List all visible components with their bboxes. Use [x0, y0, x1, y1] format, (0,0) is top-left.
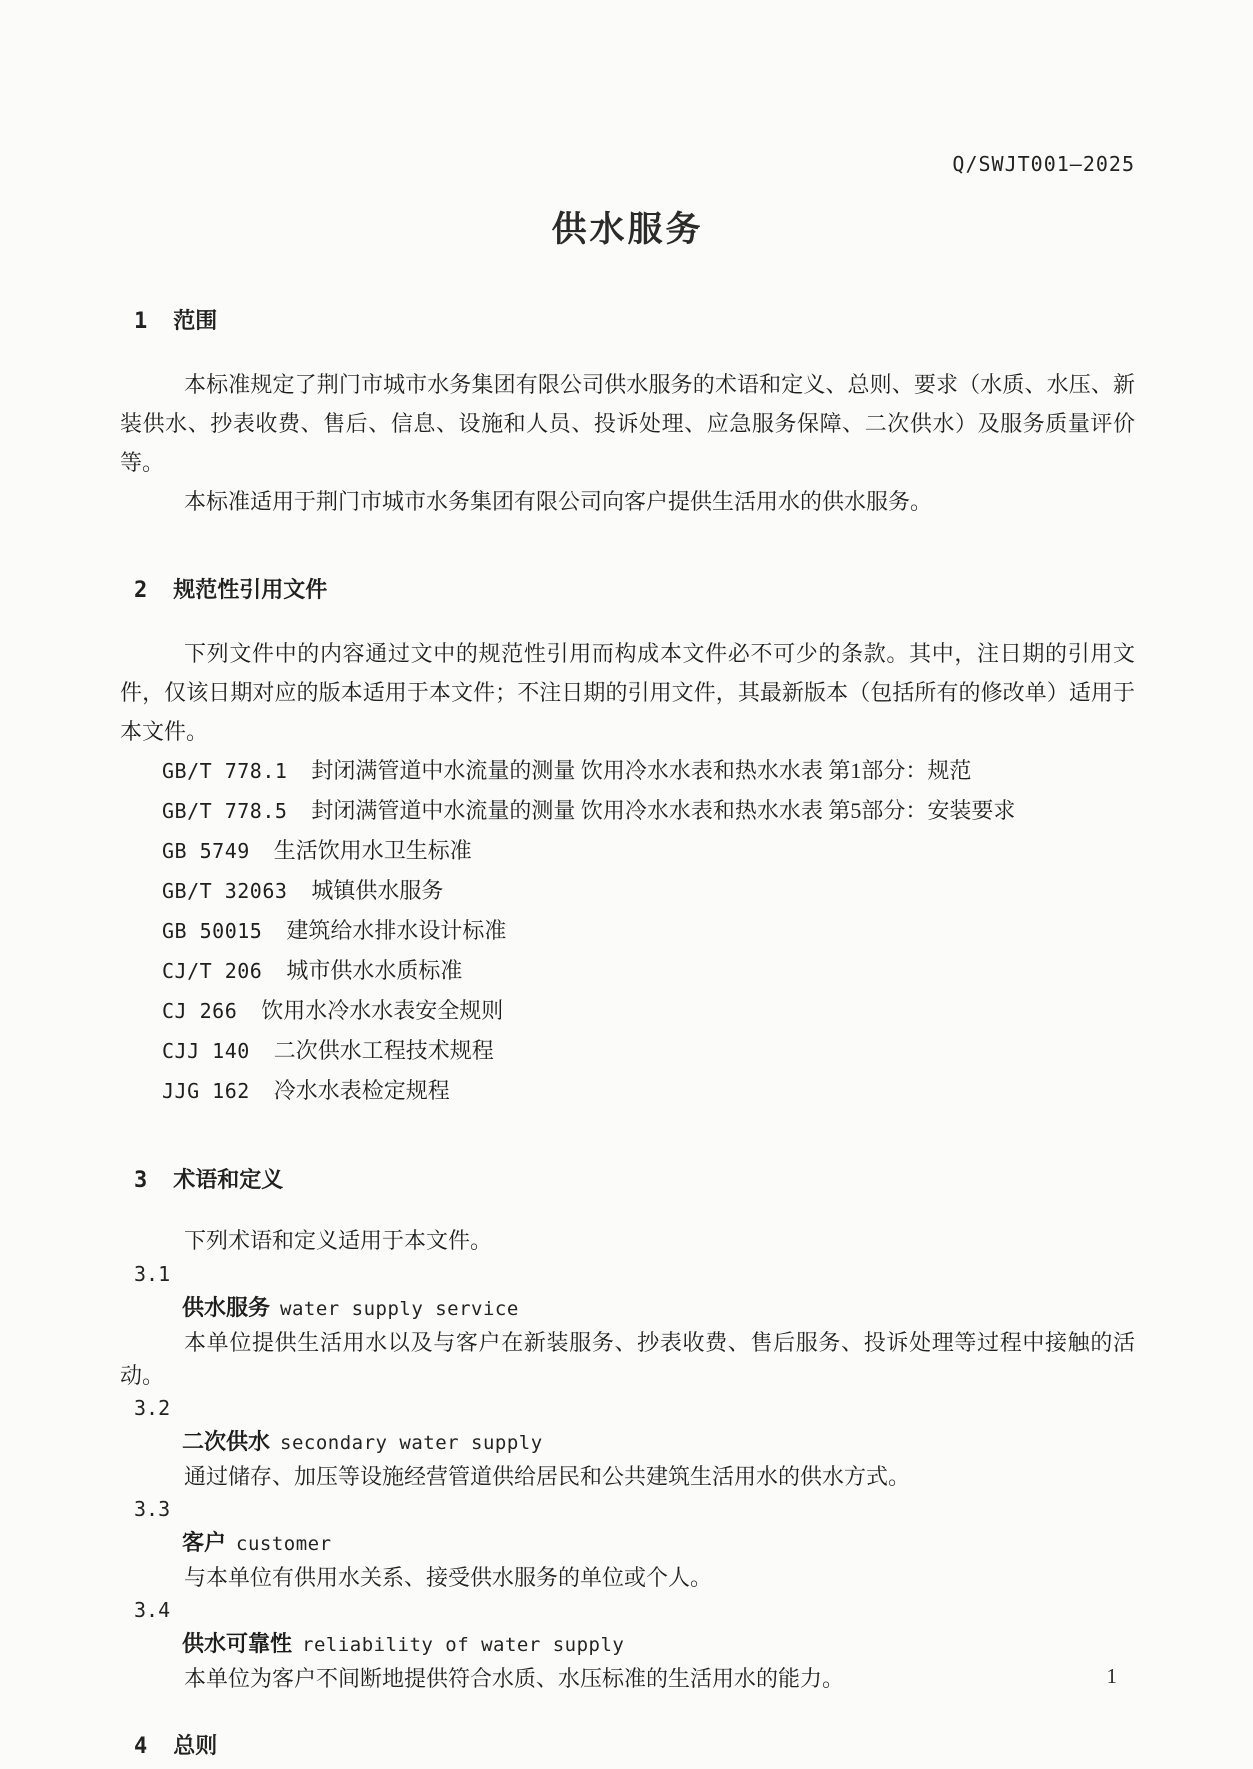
section-heading-terms — [120, 1165, 1135, 1196]
term-name-zh: 供水可靠性 — [182, 1631, 293, 1656]
reference-title: 封闭满管道中水流量的测量 饮用冷水水表和热水水表 第5部分：安装要求 — [311, 798, 1016, 823]
reference-title: 冷水水表检定规程 — [273, 1078, 450, 1103]
term-title — [120, 1425, 1135, 1460]
reference-code: GB/T 778.1 — [162, 759, 288, 783]
reference-item — [120, 831, 1135, 871]
reference-code: CJJ 140 — [162, 1039, 250, 1063]
terms-intro: 下列术语和定义适用于本文件。 — [184, 1228, 493, 1253]
reference-code: GB/T 778.5 — [162, 799, 288, 823]
section-heading-general — [120, 1731, 1135, 1762]
reference-title: 城市供水水质标准 — [286, 958, 463, 983]
reference-item — [120, 1031, 1135, 1071]
term-name-en: reliability of water supply — [302, 1634, 625, 1656]
reference-list — [120, 751, 1135, 1111]
doc-title: 供水服务 — [551, 210, 704, 249]
reference-title: 饮用水冷水水表安全规则 — [261, 998, 504, 1023]
reference-title: 建筑给水排水设计标准 — [286, 918, 507, 943]
section-number-normative-references: 2 — [134, 578, 148, 603]
term-name-en: water supply service — [280, 1298, 519, 1320]
scope-paragraph-1: 本标准规定了荆门市城市水务集团有限公司供水服务的术语和定义、总则、要求（水质、水压、新装供水、抄表收费、售后、信息、设施和人员、投诉处理、应急服务保障、二次供水）及服务质量评价等。 — [120, 372, 1135, 475]
term-definition: 通过储存、加压等设施经营管道供给居民和公共建筑生活用水的供水方式。 — [184, 1464, 911, 1489]
term-title — [120, 1291, 1135, 1326]
reference-code: GB/T 32063 — [162, 879, 288, 903]
normative-references-intro: 下列文件中的内容通过文中的规范性引用而构成本文件必不可少的条款。其中，注日期的引用文件，仅该日期对应的版本适用于本文件；不注日期的引用文件，其最新版本（包括所有的修改单）适用于本文件。 — [120, 641, 1135, 744]
term-title — [120, 1627, 1135, 1662]
term-clause-number: 3.3 — [134, 1497, 171, 1521]
section-heading-scope — [120, 306, 1135, 337]
term-name-zh: 二次供水 — [182, 1429, 271, 1454]
term-name-en: customer — [236, 1533, 332, 1555]
section-title-normative-references: 规范性引用文件 — [173, 577, 328, 602]
term-name-zh: 供水服务 — [182, 1295, 271, 1320]
section-heading-normative-references — [120, 575, 1135, 606]
reference-code: CJ 266 — [162, 999, 238, 1023]
reference-item — [120, 751, 1135, 791]
term-definition: 本单位提供生活用水以及与客户在新装服务、抄表收费、售后服务、投诉处理等过程中接触的活动。 — [120, 1330, 1135, 1388]
term-definition: 本单位为客户不间断地提供符合水质、水压标准的生活用水的能力。 — [184, 1666, 845, 1691]
section-number-scope: 1 — [134, 309, 148, 334]
section-title-scope: 范围 — [173, 308, 218, 333]
reference-title: 生活饮用水卫生标准 — [273, 838, 472, 863]
section-number-general: 4 — [134, 1734, 148, 1759]
reference-item — [120, 1071, 1135, 1111]
reference-item — [120, 871, 1135, 911]
section-title-general: 总则 — [173, 1733, 218, 1758]
reference-code: GB 5749 — [162, 839, 250, 863]
reference-item — [120, 791, 1135, 831]
reference-code: GB 50015 — [162, 919, 263, 943]
term-clause-number: 3.2 — [134, 1396, 171, 1420]
reference-title: 封闭满管道中水流量的测量 饮用冷水水表和热水水表 第1部分：规范 — [311, 758, 972, 783]
scope-paragraph-2: 本标准适用于荆门市城市水务集团有限公司向客户提供生活用水的供水服务。 — [184, 489, 933, 514]
reference-title: 城镇供水服务 — [311, 878, 444, 903]
reference-item — [120, 911, 1135, 951]
reference-code: CJ/T 206 — [162, 959, 263, 983]
section-title-terms: 术语和定义 — [173, 1167, 284, 1192]
term-clause-number: 3.4 — [134, 1598, 171, 1622]
term-name-zh: 客户 — [182, 1530, 227, 1555]
doc-number: Q/SWJT001—2025 — [952, 152, 1135, 176]
term-definition: 与本单位有供用水关系、接受供水服务的单位或个人。 — [184, 1565, 713, 1590]
term-title — [120, 1526, 1135, 1561]
reference-title: 二次供水工程技术规程 — [273, 1038, 494, 1063]
reference-code: JJG 162 — [162, 1079, 250, 1103]
reference-item — [120, 991, 1135, 1031]
page-number: 1 — [1106, 1664, 1117, 1688]
term-clause-number: 3.1 — [134, 1262, 171, 1286]
term-name-en: secondary water supply — [280, 1432, 543, 1454]
reference-item — [120, 951, 1135, 991]
section-number-terms: 3 — [134, 1168, 148, 1193]
